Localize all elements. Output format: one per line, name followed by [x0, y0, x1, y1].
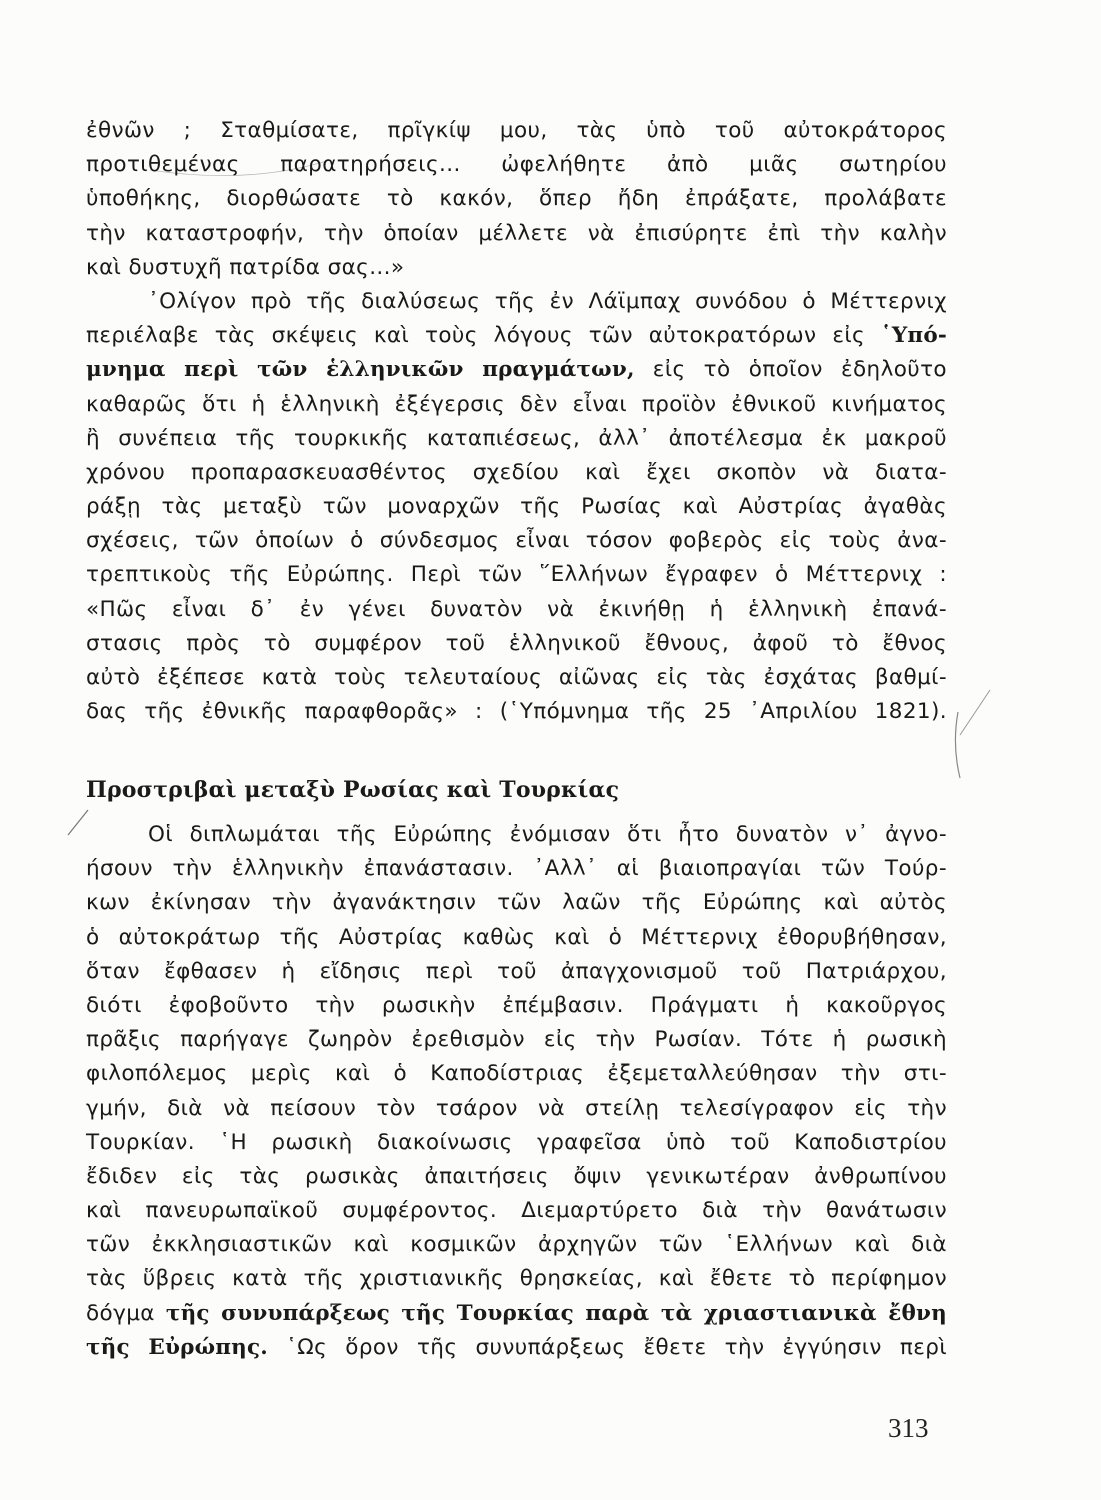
quote-line: «Πῶς εἶναι δ᾿ ἐν γένει δυνατὸν νὰ ἐκινήθῃ ἡ ἑλληνικὴ ἐπανά- — [86, 596, 947, 622]
text-line: σχέσεις, τῶν ὁποίων ὁ σύνδεσμος εἶναι τόσον φοβερὸς εἰς τοὺς ἀνα- — [86, 528, 947, 554]
text-line: καθαρῶς ὅτι ἡ ἑλληνικὴ ἐξέγερσις δὲν εἶναι προϊὸν ἐθνικοῦ κινήματος — [86, 391, 947, 417]
text-line: καὶ δυστυχῆ πατρίδα σας...» — [86, 254, 405, 280]
text-span: περιέλαβε τὰς σκέψεις καὶ τοὺς λόγους τῶν αὐτοκρατόρων εἰς — [86, 323, 881, 349]
bold-title-span: ῾Υπό- — [880, 323, 947, 349]
section-heading: Προστριβαὶ μεταξὺ Ρωσίας καὶ Τουρκίας — [86, 777, 620, 803]
text-span: δόγμα — [86, 1300, 166, 1326]
text-line: ήσουν τὴν ἑλληνικὴν ἐπανάστασιν. ᾿Αλλ᾿ αἱ βιαιοπραγίαι τῶν Τούρ- — [86, 856, 947, 882]
text-line — [86, 353, 947, 387]
text-line: γμήν, διὰ νὰ πείσουν τὸν τσάρον νὰ στείλῃ τελεσίγραφον εἰς τὴν — [86, 1095, 947, 1121]
text-line: τρεπτικοὺς τῆς Εὐρώπης. Περὶ τῶν ῞Ελλήνων ἔγραφεν ὁ Μέττερνιχ : — [86, 562, 947, 588]
bold-phrase-span: τῆς συνυπάρξεως τῆς Τουρκίας παρὰ τὰ χριαστιανικὰ ἔθνη — [165, 1300, 947, 1326]
quote-line: στασις πρὸς τὸ συμφέρον τοῦ ἑλληνικοῦ ἔθνους, ἀφοῦ τὸ ἔθνος — [86, 630, 947, 656]
page-number: 313 — [888, 1413, 929, 1443]
text-line: διότι ἐφοβοῦντο τὴν ρωσικὴν ἐπέμβασιν. Πράγματι ἡ κακοῦργος — [86, 992, 947, 1018]
text-line: φιλοπόλεμος μερὶς καὶ ὁ Καποδίστριας ἐξεμεταλλεύθησαν τὴν στι- — [86, 1061, 947, 1087]
text-line — [86, 1297, 947, 1331]
quote-line: αὐτὸ ἐξέπεσε κατὰ τοὺς τελευταίους αἰῶνας εἰς τὰς ἐσχάτας βαθμί- — [86, 665, 947, 690]
text-span: εἰς τὸ ὁποῖον ἐδηλοῦτο — [634, 357, 947, 383]
text-line: ὅταν ἔφθασεν ἡ εἴδησις περὶ τοῦ ἀπαγχονισμοῦ τοῦ Πατριάρχου, — [86, 958, 947, 984]
quote-line: δας τῆς ἐθνικῆς παραφθορᾶς» : (῾Υπόμνημα τῆς 25 ᾿Απριλίου 1821). — [86, 699, 947, 725]
text-line: τὴν καταστροφήν, τὴν ὁποίαν μέλλετε νὰ ἐπισύρητε ἐπὶ τὴν καλὴν — [86, 220, 947, 246]
bold-phrase-span: τῆς Εὐρώπης. — [86, 1334, 268, 1360]
text-line — [86, 1331, 947, 1365]
text-line: ὁ αὐτοκράτωρ τῆς Αὐστρίας καθὼς καὶ ὁ Μέττερνιχ ἐθορυβήθησαν, — [86, 924, 947, 950]
paragraph-block-2 — [86, 818, 947, 1365]
text-line: ᾿Ολίγον πρὸ τῆς διαλύσεως τῆς ἐν Λάϊμπαχ συνόδου ὁ Μέττερνιχ — [148, 288, 947, 314]
text-line: ράξῃ τὰς μεταξὺ τῶν μοναρχῶν τῆς Ρωσίας καὶ Αὐστρίας ἀγαθὰς — [86, 494, 947, 520]
text-line: τὰς ὕβρεις κατὰ τῆς χριστιανικῆς θρησκείας, καὶ ἔθετε τὸ περίφημον — [86, 1266, 947, 1292]
bold-title-span: μνημα περὶ τῶν ἑλληνικῶν πραγμάτων, — [86, 357, 635, 383]
text-line: τῶν ἐκκλησιαστικῶν καὶ κοσμικῶν ἀρχηγῶν τῶν ῾Ελλήνων καὶ διὰ — [86, 1232, 947, 1258]
text-line — [86, 319, 947, 353]
text-line: ὑποθήκης, διορθώσατε τὸ κακόν, ὅπερ ἤδη ἐπράξατε, προλάβατε — [86, 186, 947, 212]
paragraph-block-1 — [86, 114, 947, 729]
text-line: καὶ πανευρωπαϊκοῦ συμφέροντος. Διεμαρτύρετο διὰ τὴν θανάτωσιν — [86, 1198, 947, 1224]
text-line: Οἱ διπλωμάται τῆς Εὐρώπης ἐνόμισαν ὅτι ἦτο δυνατὸν ν᾿ ἀγνο- — [148, 822, 947, 847]
text-line: ἢ συνέπεια τῆς τουρκικῆς καταπιέσεως, ἀλλ᾿ ἀποτέλεσμα ἐκ μακροῦ — [86, 425, 947, 451]
text-line: χρόνου προπαρασκευασθέντος σχεδίου καὶ ἔχει σκοπὸν νὰ διατα- — [86, 459, 947, 485]
text-line: Τουρκίαν. ῾Η ρωσικὴ διακοίνωσις γραφεῖσα ὑπὸ τοῦ Καποδιστρίου — [86, 1129, 947, 1155]
text-span: ῾Ως ὅρον τῆς συνυπάρξεως ἔθετε τὴν ἐγγύησιν περὶ — [268, 1334, 947, 1360]
text-line: κων ἐκίνησαν τὴν ἀγανάκτησιν τῶν λαῶν τῆς Εὐρώπης καὶ αὐτὸς — [86, 890, 947, 916]
text-line: προτιθεμένας παρατηρήσεις... ὠφελήθητε ἀπὸ μιᾶς σωτηρίου — [86, 152, 947, 178]
text-line: ἐθνῶν ; Σταθμίσατε, πρῖγκίψ μου, τὰς ὑπὸ τοῦ αὐτοκράτορος — [86, 118, 947, 143]
text-line: πρᾶξις παρήγαγε ζωηρὸν ἐρεθισμὸν εἰς τὴν Ρωσίαν. Τότε ἡ ρωσικὴ — [86, 1027, 947, 1053]
text-line: ἔδιδεν εἰς τὰς ρωσικὰς ἀπαιτήσεις ὄψιν γενικωτέραν ἀνθρωπίνου — [86, 1163, 947, 1189]
